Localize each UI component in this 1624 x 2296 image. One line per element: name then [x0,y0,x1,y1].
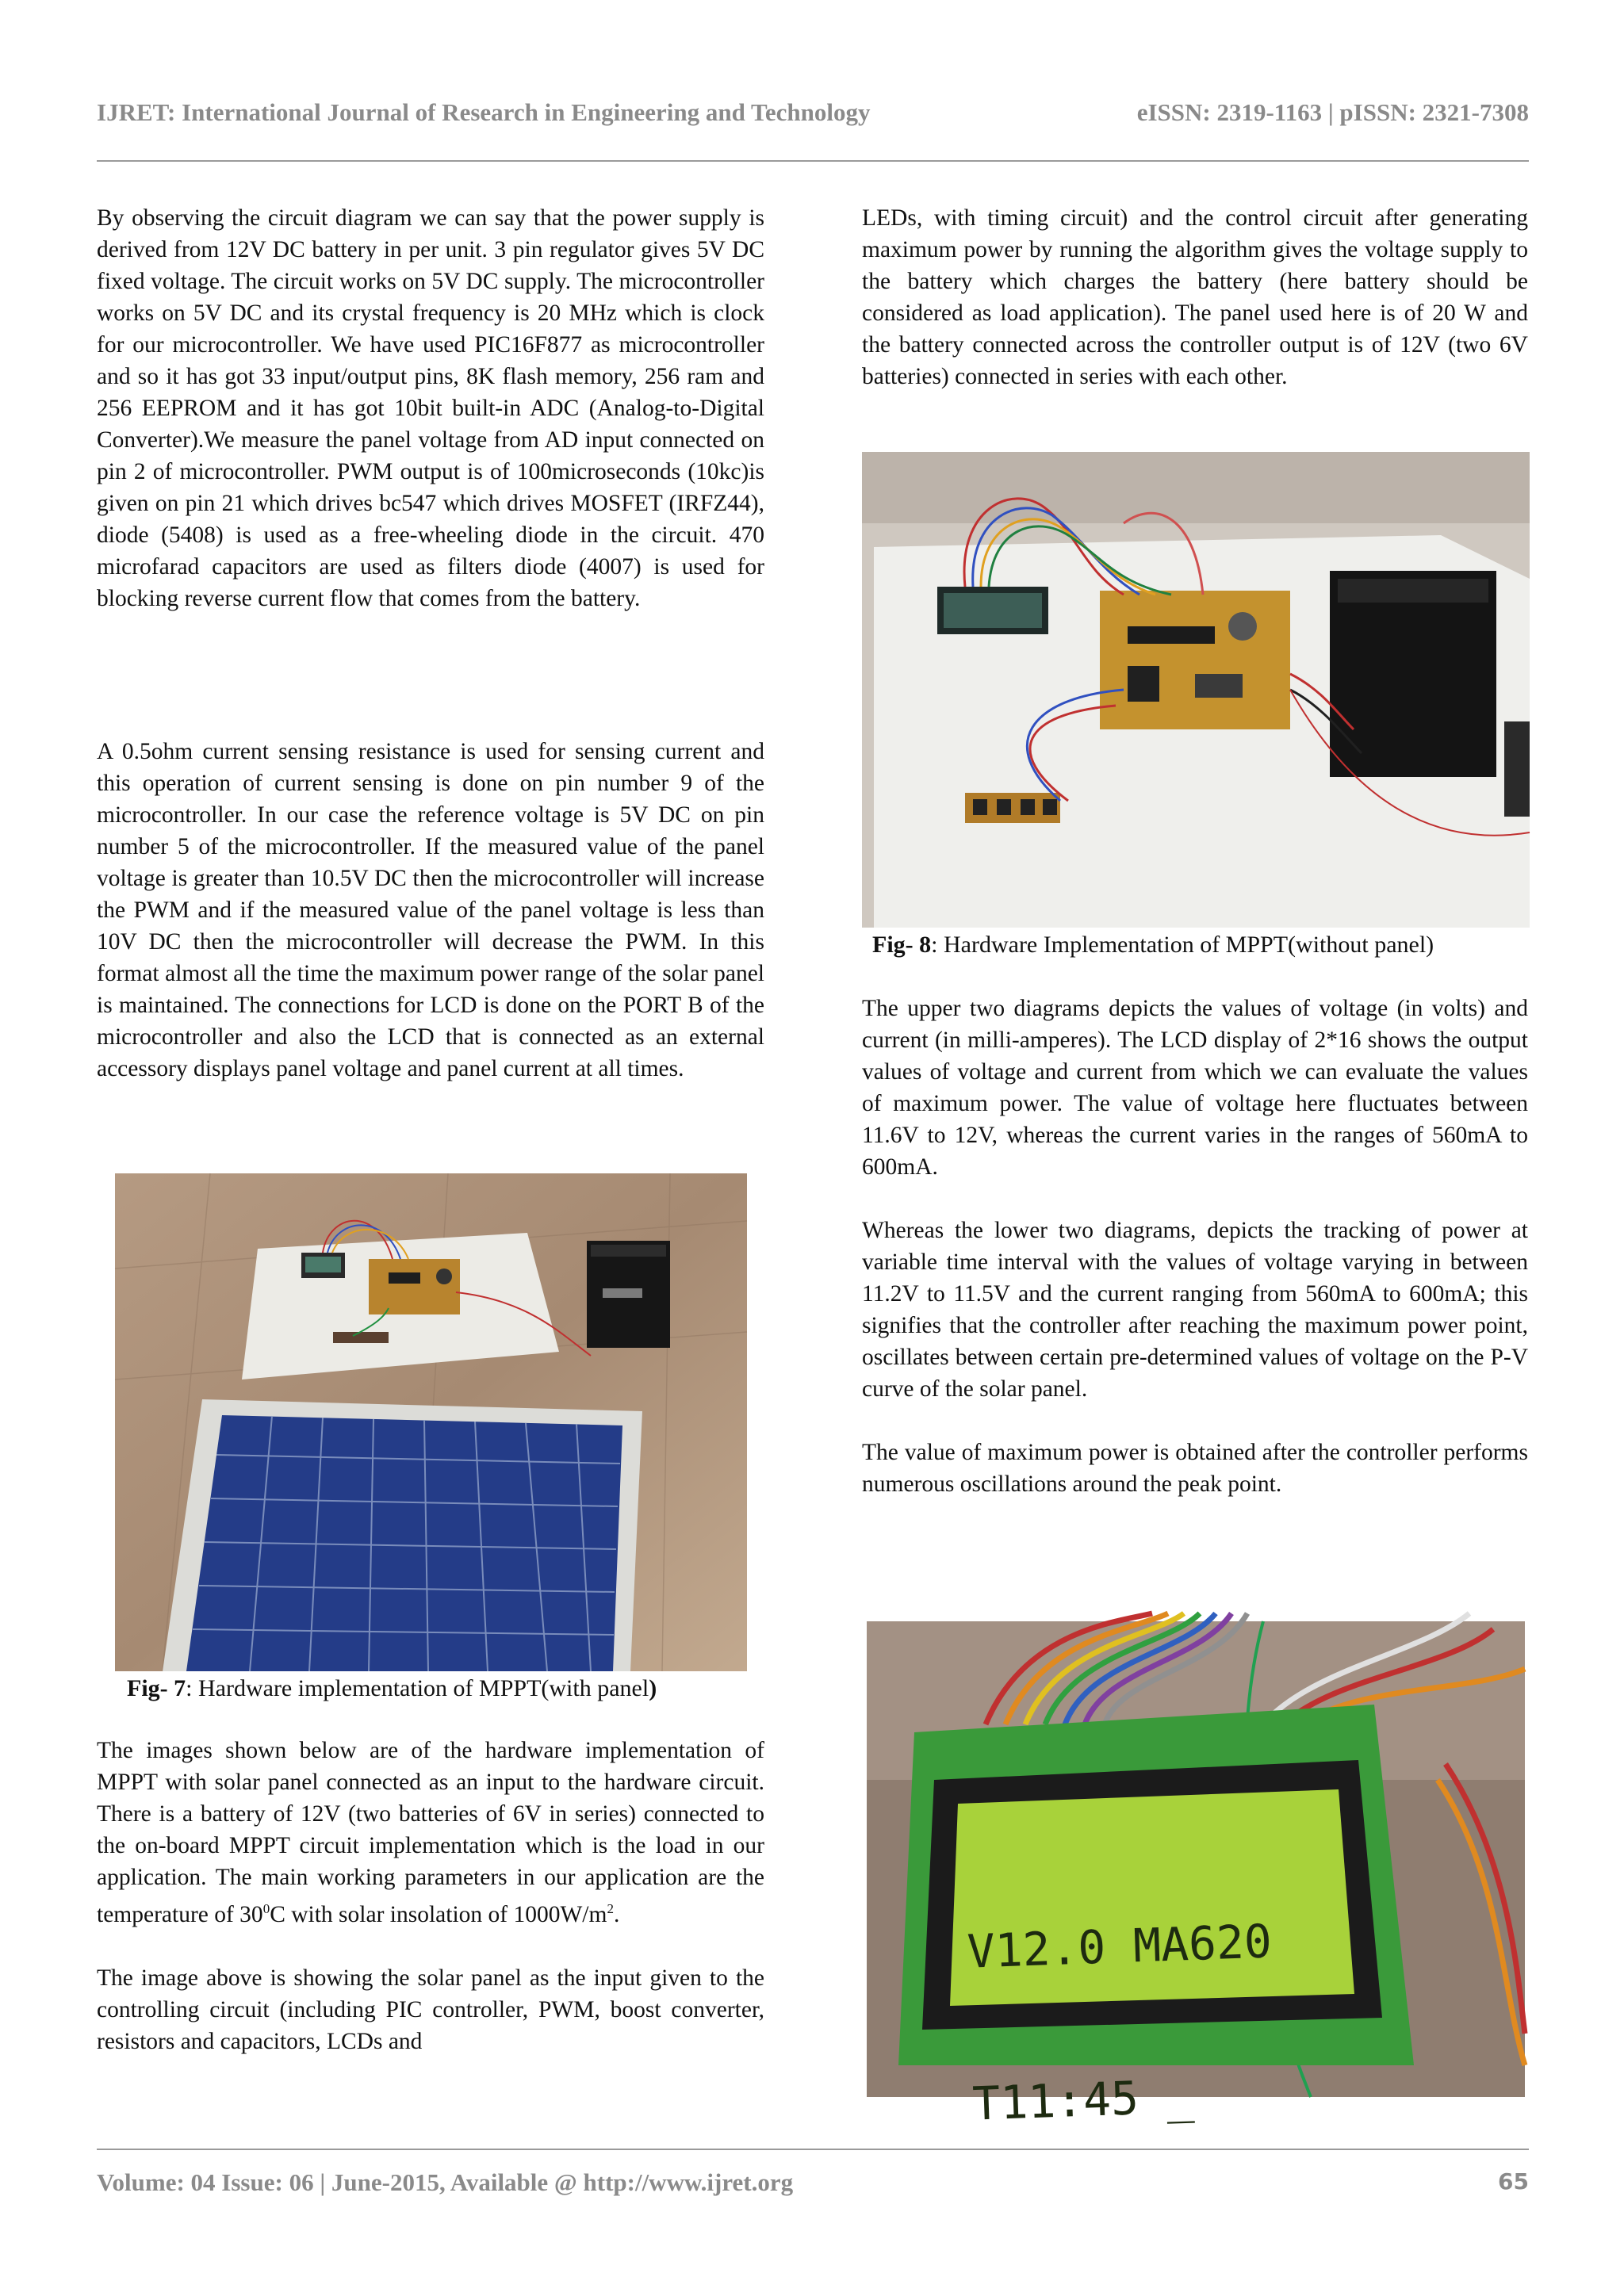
lcd-line-2: T11:45 _ [971,2068,1195,2131]
caption-close: ) [649,1675,657,1701]
paragraph: The upper two diagrams depicts the values of voltage (in volts) and current (in milli-amperes). The LCD display of 2*16 shows the output values of voltage and current from which we can evaluate the values of maximum power. The value of voltage here fluctuates between 11.6V to 12V, whereas the current varies in the ranges of 560mA to 600mA. [862,996,1528,1180]
paragraph: A 0.5ohm current sensing resistance is used for sensing current and this operation of current sensing is done on pin number 9 of the microcontroller. In our case the reference voltage is 5V DC on pin number 5 of the microcontroller. If the measured value of the panel voltage is greater than 10.5V DC then the microcontroller will increase the PWM and if the measured value of the panel voltage is less than 10V DC then the microcontroller will decrease the PWM. In this format almost all the time the maximum power range of the solar panel is maintained. The connections for LCD is done on the PORT B of the microcontroller and also the LCD that is connected as an external accessory displays panel voltage and panel current at all times. [97,739,764,1081]
caption-text: : Hardware Implementation of MPPT(without panel) [931,932,1434,958]
running-header [97,98,1529,138]
figure-8-caption [872,929,1434,961]
lcd-closeup-photo [867,1621,1525,2131]
right-column-mid [862,993,1528,1500]
paragraph: The value of maximum power is obtained after the controller performs numerous oscillations around the peak point. [862,1440,1528,1497]
figure-8-photo [862,452,1530,928]
lcd-line-1: V12.0 MA620 [966,1914,1273,1979]
header-rule [97,160,1529,162]
footer-rule [97,2149,1529,2150]
figure-7-photo [115,1173,747,1671]
paragraph: Whereas the lower two diagrams, depicts the tracking of power at variable time interval with the values of voltage varying in between 11.2V to 11.5V and the current ranging from 560mA to 600mA; this signifies that the controller after reaching the maximum power point, oscillates between certain pre-determined values of voltage on the P-V curve of the solar panel. [862,1218,1528,1402]
paragraph: LEDs, with timing circuit) and the control circuit after generating maximum power by running the algorithm gives the voltage supply to the battery which charges the battery (here battery should be considered as load application). The panel used here is of 20 W and the battery connected across the controller output is of 12V (two 6V batteries) connected in series with each other. [862,205,1528,389]
journal-title: IJRET: International Journal of Research in Engineering and Technology [97,98,871,126]
caption-text: : Hardware implementation of MPPT(with panel [186,1675,649,1701]
paragraph: By observing the circuit diagram we can say that the power supply is derived from 12V DC battery in per unit. 3 pin regulator gives 5V DC fixed voltage. The circuit works on 5V DC supply. The microcontroller works on 5V DC and its crystal frequency is 20 MHz which is clock for our microcontroller. We have used PIC16F877 as microcontroller and so it has got 33 input/output pins, 8K flash memory, 256 ram and 256 EEPROM and it has got 10bit built-in ADC (Analog-to-Digital Converter).We measure the panel voltage from AD input connected on pin 2 of microcontroller. PWM output is of 100microseconds (10kc)is given on pin 21 which drives bc547 which drives MOSFET (IRFZ44), diode (5408) is used as a free-wheeling diode in the circuit. 470 microfarad capacitors are used as filters diode (4007) is used for blocking reverse current flow that comes from the battery. [97,205,764,611]
paragraph: The images shown below are of the hardware implementation of MPPT with solar panel connected as an input to the hardware circuit. There is a battery of 12V (two batteries of 6V in series) connected to the on-board MPPT circuit implementation which is the load in our application. The main working parameters in our application are the temperature of $30^0C$ with solar insolation of $1000W/m^2$. [97,1738,764,1927]
figure-label: Fig- 8 [872,932,932,958]
right-column-top [862,202,1528,392]
issn-info: eISSN: 2319-1163 | pISSN: 2321-7308 [1136,98,1529,126]
page-number: 65 [1498,2168,1529,2195]
paragraph: The image above is showing the solar panel as the input given to the controlling circuit (including PIC controller, PWM, boost converter, resistors and capacitors, LCDs and [97,1965,764,2054]
left-column-mid [97,736,764,1085]
left-column-bottom [97,1735,764,2057]
figure-7-caption [127,1673,657,1705]
running-footer [97,2168,1529,2208]
volume-info: Volume: 04 Issue: 06 | June-2015, Available @ http://www.ijret.org [97,2168,794,2196]
left-column-top [97,202,764,614]
figure-label: Fig- 7 [127,1675,186,1701]
